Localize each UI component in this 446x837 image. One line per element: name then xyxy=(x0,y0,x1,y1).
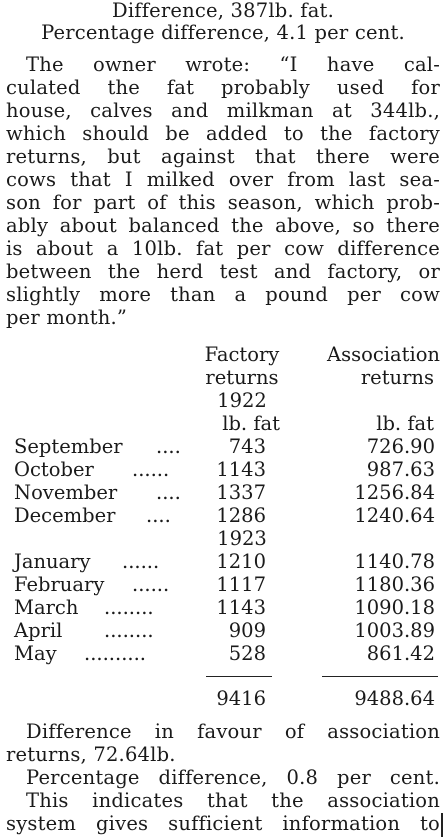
quote-line: per month.” xyxy=(6,306,128,329)
association-header-2: returns xyxy=(360,366,434,389)
association-value: 1090.18 xyxy=(354,596,435,619)
percentage-line: Percentage difference, 4.1 per cent. xyxy=(41,21,405,44)
month-label: November xyxy=(14,481,118,504)
year-1923: 1923 xyxy=(217,527,267,550)
quote-line: culated the fat probably used for xyxy=(6,76,440,99)
association-value: 1256.84 xyxy=(354,481,435,504)
factory-value: 1143 xyxy=(216,596,266,619)
factory-header-2: returns xyxy=(205,366,279,389)
association-value: 1003.89 xyxy=(354,619,435,642)
quote-line: slightly more than a pound per cow xyxy=(6,283,440,306)
quote-line: son for part of this season, which prob- xyxy=(6,191,440,214)
factory-header: Factory xyxy=(204,343,280,366)
association-value: 1240.64 xyxy=(354,504,435,527)
quote-line: house, calves and milkman at 344lb., xyxy=(6,99,440,122)
body-line: This indicates that the association xyxy=(26,789,440,812)
factory-value: 1210 xyxy=(216,550,266,573)
month-label: May xyxy=(14,642,57,665)
unit-association: lb. fat xyxy=(376,412,434,435)
month-label: December xyxy=(14,504,116,527)
association-value: 1140.78 xyxy=(354,550,435,573)
column-rule xyxy=(441,813,443,837)
association-header: Association xyxy=(327,343,440,366)
quote-line: is about a 10lb. fat per cow difference xyxy=(6,237,440,260)
leader-dots: ...... xyxy=(132,458,170,481)
month-label: September xyxy=(14,435,123,458)
total-factory: 9416 xyxy=(216,687,266,710)
body-line: system gives sufficient information to xyxy=(6,812,440,835)
leader-dots: .......... xyxy=(84,642,146,665)
leader-dots: .... xyxy=(156,481,181,504)
body-line: Percentage difference, 0.8 per cent. xyxy=(26,766,440,789)
factory-value: 743 xyxy=(228,435,266,458)
total-association: 9488.64 xyxy=(354,687,435,710)
total-rule-association xyxy=(322,676,438,677)
month-label: March xyxy=(14,596,79,619)
leader-dots: .... xyxy=(146,504,171,527)
leader-dots: ........ xyxy=(104,596,154,619)
year-1922: 1922 xyxy=(217,389,267,412)
factory-value: 1143 xyxy=(216,458,266,481)
association-value: 1180.36 xyxy=(354,573,435,596)
unit-factory: lb. fat xyxy=(222,412,280,435)
body-line: returns, 72.64lb. xyxy=(6,743,176,766)
factory-value: 528 xyxy=(228,642,266,665)
month-label: January xyxy=(14,550,91,573)
association-value: 987.63 xyxy=(366,458,435,481)
leader-dots: .... xyxy=(156,435,181,458)
leader-dots: ...... xyxy=(122,550,160,573)
leader-dots: ...... xyxy=(132,573,170,596)
factory-value: 1117 xyxy=(216,573,266,596)
difference-line: Difference, 387lb. fat. xyxy=(112,0,334,22)
month-label: October xyxy=(14,458,94,481)
leader-dots: ........ xyxy=(104,619,154,642)
factory-value: 1337 xyxy=(216,481,266,504)
quote-line: between the herd test and factory, or xyxy=(6,260,440,283)
factory-value: 1286 xyxy=(216,504,266,527)
total-rule-factory xyxy=(206,676,272,677)
quote-line: which should be added to the factory xyxy=(6,122,440,145)
association-value: 861.42 xyxy=(366,642,435,665)
month-label: February xyxy=(14,573,105,596)
association-value: 726.90 xyxy=(366,435,435,458)
quote-line: ably about balanced the above, so there xyxy=(6,214,440,237)
quote-line: returns, but against that there were xyxy=(6,145,440,168)
month-label: April xyxy=(14,619,63,642)
quote-line: cows that I milked over from last sea- xyxy=(6,168,440,191)
quote-line: The owner wrote: “I have cal- xyxy=(26,53,440,76)
body-line: Difference in favour of association xyxy=(26,720,440,743)
factory-value: 909 xyxy=(228,619,266,642)
